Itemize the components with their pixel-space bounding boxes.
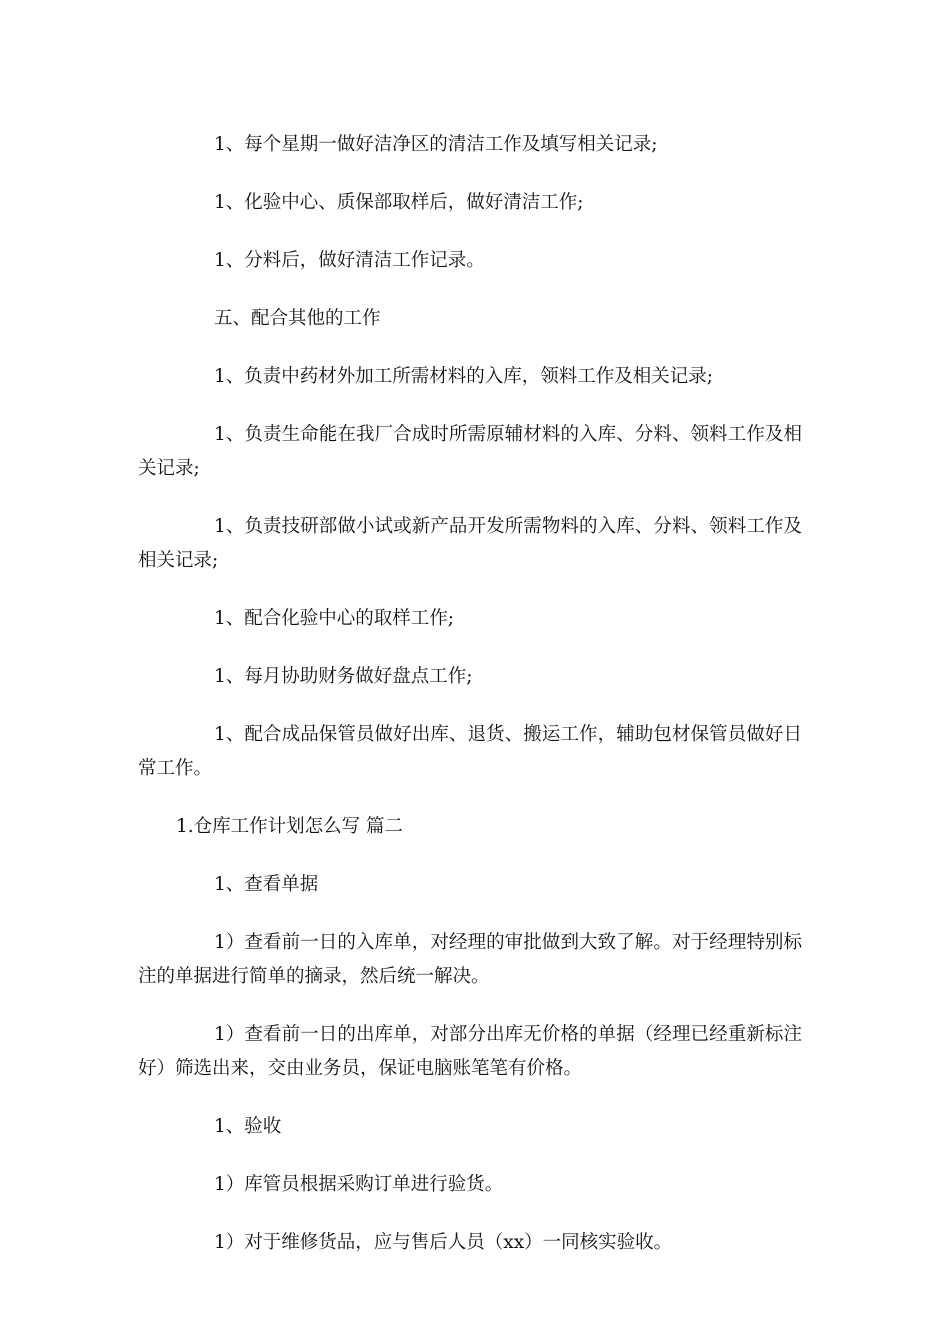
section-heading-other-work: 五、配合其他的工作	[214, 308, 381, 329]
list-item-raw-materials: 1、负责生命能在我厂合成时所需原辅材料的入库、分料、领料工作及相关记录;	[138, 424, 802, 479]
list-item-sampling-cleaning: 1、化验中心、质保部取样后，做好清洁工作;	[214, 192, 584, 213]
list-item-monthly-inventory: 1、每月协助财务做好盘点工作;	[214, 666, 473, 687]
list-item-weekly-cleaning: 1、每个星期一做好洁净区的清洁工作及填写相关记录;	[214, 134, 658, 155]
list-item-rd-materials: 1、负责技研部做小试或新产品开发所需物料的入库、分料、领料工作及相关记录;	[138, 516, 802, 571]
document-body	[138, 128, 802, 1284]
list-item-dispensing-record: 1、分料后，做好清洁工作记录。	[214, 250, 485, 271]
list-item-po-inspection: 1）库管员根据采购订单进行验货。	[214, 1174, 504, 1195]
list-item-lab-sampling: 1、配合化验中心的取样工作;	[214, 608, 455, 629]
subheading-check-documents: 1、查看单据	[214, 874, 319, 895]
list-item-repair-goods: 1）对于维修货品，应与售后人员（xx）一同核实验收。	[214, 1232, 673, 1253]
list-item-outbound-orders: 1）查看前一日的出库单，对部分出库无价格的单据（经理已经重新标注好）筛选出来，交由业务员，保证电脑账笔笔有价格。	[138, 1024, 802, 1079]
list-item-assist-keepers: 1、配合成品保管员做好出库、退货、搬运工作，辅助包材保管员做好日常工作。	[138, 724, 802, 779]
section-title-part-two: 1.仓库工作计划怎么写 篇二	[176, 816, 404, 837]
list-item-herbal-materials: 1、负责中药材外加工所需材料的入库，领料工作及相关记录;	[214, 366, 714, 387]
subheading-acceptance: 1、验收	[214, 1116, 282, 1137]
list-item-inbound-orders: 1）查看前一日的入库单，对经理的审批做到大致了解。对于经理特别标注的单据进行简单的摘录，然后统一解决。	[138, 932, 802, 987]
